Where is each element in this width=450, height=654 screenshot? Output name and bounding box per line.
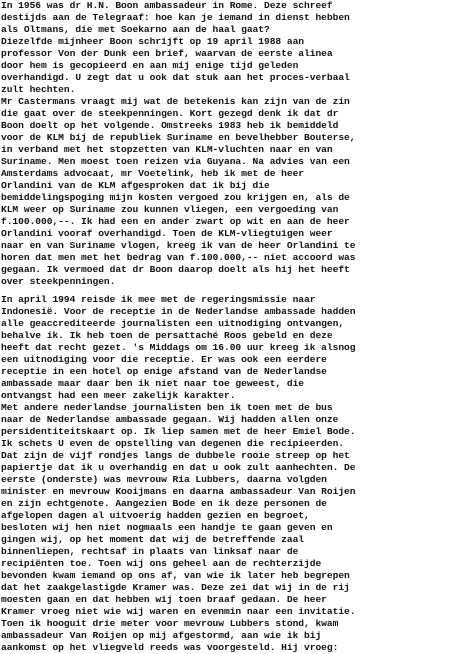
text-line: eerste (onderste) was mevrouw Ria Lubbers, daarna volgden <box>1 474 327 485</box>
text-line: Orlandini van de KLM afgesproken dat ik bij die <box>1 180 270 191</box>
text-line: als Oltmans, die met Soekarno aan de haal gaat? <box>1 24 270 35</box>
text-line: destijds aan de Telegraaf: hoe kan je iemand in dienst hebben <box>1 12 350 23</box>
text-line: papiertje dat ik u overhandig en dat u ook zult aanhechten. De <box>1 462 356 473</box>
text-line: naar de Nederlandse ambassade gegaan. Wij hadden allen onze <box>1 414 339 425</box>
text-line: Dat zijn de vijf rondjes langs de dubbele rooie streep op het <box>1 450 350 461</box>
text-line: Met andere nederlandse journalisten ben ik toen met de bus <box>1 402 333 413</box>
text-line: in verband met het stopzetten van KLM-vluchten naar en van <box>1 144 333 155</box>
text-line: Mr Castermans vraagt mij wat de betekenis kan zijn van de zin <box>1 96 350 107</box>
text-line: gingen wij, op het moment dat wij de betreffende zaal <box>1 534 305 545</box>
text-line: over steekpenningen. <box>1 276 116 287</box>
text-line: voor de KLM bij de republiek Suriname en bevelhebber Bouterse, <box>1 132 356 143</box>
text-line: ambassade maar daar ben ik niet naar toe geweest, die <box>1 378 305 389</box>
text-line: horen dat men met het bedrag van f.100.000,-- niet accoord was <box>1 252 356 263</box>
text-line: bevonden kwam iemand op ons af, van wie ik later heb begrepen <box>1 570 350 581</box>
text-line: Amsterdams advocaat, mr Voetelink, heb ik met de heer <box>1 168 305 179</box>
text-line: Indonesië. Voor de receptie in de Nederlandse ambassade hadden <box>1 306 356 317</box>
text-line: dat het zaakgelastigde Kramer was. Deze zei dat wij in de rij <box>1 582 350 593</box>
text-line: persidentiteitskaart op. Ik liep samen met de heer Emiel Bode. <box>1 426 356 437</box>
text-line: gegaan. Ik vermoed dat dr Boon daarop doelt als hij het heeft <box>1 264 350 275</box>
text-line: In april 1994 reisde ik mee met de regeringsmissie naar <box>1 294 316 305</box>
text-line: Suriname. Men moest toen reizen via Guyana. Na advies van een <box>1 156 350 167</box>
text-line: receptie in een hotel op enige afstand van de Nederlandse <box>1 366 327 377</box>
text-line: bemiddelingspoging mijn kosten vergoed zou krijgen en, als de <box>1 192 350 203</box>
text-line: f.100.000,--. Ik had een en ander zwart op wit en aan de heer <box>1 216 350 227</box>
text-line: aankomst op het vliegveld reeds was voorgesteld. Hij vroeg: <box>1 642 339 653</box>
text-line: die gaat over de steekpenningen. Kort gezegd denk ik dat dr <box>1 108 339 119</box>
text-line: KLM weer op Suriname zou kunnen vliegen, een vergoeding van <box>1 204 339 215</box>
text-line: ambassadeur Van Roijen op mij afgestormd, aan wie ik bij <box>1 630 322 641</box>
text-line: zult hechten. <box>1 84 76 95</box>
text-line: Kramer vroeg niet wie wij waren en evenmin naar een invitatie. <box>1 606 356 617</box>
text-line: overhandigd. U zegt dat u ook dat stuk aan het proces-verbaal <box>1 72 350 83</box>
text-line: alle geaccrediteerde journalisten een uitnodiging ontvangen, <box>1 318 345 329</box>
text-line: Diezelfde mijnheer Boon schrijft op 19 april 1988 aan <box>1 36 305 47</box>
text-line: Ik schets U even de opstelling van degenen die recipieerden. <box>1 438 345 449</box>
text-line: recipiënten toe. Toen wij ons geheel aan de rechterzijde <box>1 558 322 569</box>
text-line: Boon doelt op het volgende. Omstreeks 1983 heb ik bemiddeld <box>1 120 339 131</box>
text-line: heeft dat recht gezet. 's Middags om 16.00 uur kreeg ik alsnog <box>1 342 356 353</box>
text-line: behalve ik. Ik heb toen de persattaché Roos gebeld en deze <box>1 330 333 341</box>
text-line: ontvangst had een meer zakelijk karakter. <box>1 390 236 401</box>
text-line: binnenliepen, rechtsaf in plaats van linksaf naar de <box>1 546 299 557</box>
text-line: en zijn echtgenote. Aangezien Bode en ik deze personen de <box>1 498 327 509</box>
text-line: afgelopen dagen al uitvoerig hadden gezien en begroet, <box>1 510 310 521</box>
text-line: Toen ik hooguit drie meter voor mevrouw Lubbers stond, kwam <box>1 618 339 629</box>
text-line: minister en mevrouw Kooijmans en daarna ambassadeur Van Roijen <box>1 486 356 497</box>
text-line: een uitnodiging voor die receptie. Er was ook een eerdere <box>1 354 327 365</box>
text-line: door hem is gecopieerd en aan mij enige tijd geleden <box>1 60 299 71</box>
text-line: professor Von der Dunk een brief, waarvan de eerste alinea <box>1 48 333 59</box>
text-line: In 1956 was dr H.N. Boon ambassadeur in Rome. Deze schreef <box>1 0 333 11</box>
text-line: naar en van Suriname vlogen, kreeg ik van de heer Orlandini te <box>1 240 356 251</box>
text-line: Orlandini vooraf overhandigd. Toen de KLM-vliegtuigen weer <box>1 228 333 239</box>
text-line: moesten gaan en dat hebben wij toen braaf gedaan. De heer <box>1 594 327 605</box>
text-line: besloten wij hen niet nogmaals een handje te gaan geven en <box>1 522 333 533</box>
